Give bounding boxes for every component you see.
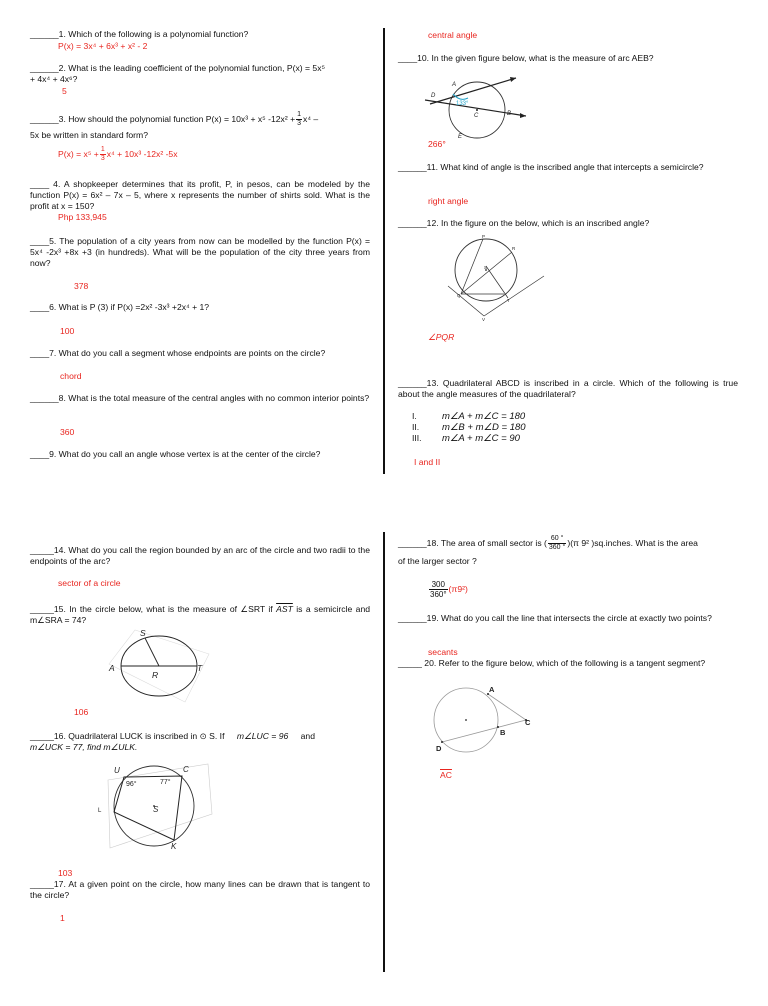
question-1: ______1. Which of the following is a polynomial function? [30,29,249,39]
answer-18-rest: (π9²) [448,583,468,594]
question-17: _____17. At a given point on the circle, how many lines can be drawn that is tangent to the circle? [30,879,370,900]
question-7: ____7. What do you call a segment whose endpoints are points on the circle? [30,348,326,358]
answer-17: 1 [60,913,65,923]
option-13-3: III. m∠A + m∠C = 90 [412,433,520,444]
question-13-options [412,411,526,444]
question-16-part1: _____16. Quadrilateral LUCK is inscribed in ⊙ S. If [30,731,225,741]
fig15-label-A: A [109,663,115,673]
fig15-label-S: S [140,628,146,638]
question-19: ______19. What do you call the line that intersects the circle at exactly two points? [398,613,712,623]
answer-4: Php 133,945 [58,212,107,222]
fig16-angle-77: 77° [160,779,171,786]
answer-2: 5 [62,86,67,96]
question-3-line1b: x⁴ – [303,113,319,124]
question-8: ______8. What is the total measure of the central angles with no common interior points? [30,393,370,403]
question-16-and: and [300,731,315,741]
question-3-line1a: ______3. How should the polynomial function P(x) = 10x³ + x⁵ -12x² + [30,113,296,124]
figure-20-circle [428,680,538,756]
fig12-label-V: V [482,317,486,322]
fig20-label-B: B [500,728,506,737]
answer-20: $\overline{AC}$ [440,770,452,780]
question-18-fraction: $\frac{60 ^\circ}{360 ^\circ}$ [548,534,566,551]
fig16-angle-96: 96° [126,781,137,788]
fig10-label-C: C [474,113,479,119]
fig10-label-D: D [431,93,436,99]
answer-5: 378 [74,281,89,291]
fraction-one-third: $\frac{1}{3}$ [297,110,302,127]
answer-15: 106 [74,707,89,717]
question-18-part1: ______18. The area of small sector is ( [398,537,547,548]
option-13-2: II. m∠B + m∠D = 180 [412,422,526,433]
fig16-label-C: C [183,765,189,774]
fig15-label-R: R [152,670,159,680]
column-divider-bottom [383,532,385,972]
fig15-label-T: T [197,663,203,673]
answer-6: 100 [60,326,75,336]
question-9: ____9. What do you call an angle whose vertex is at the center of the circle? [30,449,321,459]
answer-3 [58,143,178,165]
answer-12: ∠PQR [428,332,455,342]
question-16 [30,731,375,753]
question-15-part1: _____15. In the circle below, what is the measure of ∠SRT if [30,604,273,614]
fig20-label-A: A [489,685,495,694]
fig16-label-S: S [153,805,159,814]
fig10-label-B: B [507,111,512,117]
fig20-label-D: D [436,744,442,753]
question-3-line2: 5x be written in standard form? [30,130,148,140]
question-6: ____6. What is P (3) if P(x) =2x² -3x³ +2x⁴ + 1? [30,302,210,312]
arc-AST: $\overline{AST}$ [276,604,293,614]
fig12-label-R: R [512,246,516,251]
question-15 [30,604,370,626]
answer-14: sector of a circle [58,578,121,588]
fig16-label-K: K [171,842,177,851]
question-16-luc: m∠LUC = 96 [236,731,289,741]
question-12: ______12. In the figure on the below, which is an inscribed angle? [398,218,650,228]
fig12-label-P: P [482,234,486,239]
option-13-1: I. m∠A + m∠C = 180 [412,411,526,422]
fig16-label-U: U [114,766,120,775]
answer-3-part1: P(x) = x⁵ + [58,148,99,159]
answer-16: 103 [58,868,73,878]
question-2-line1: ______2. What is the leading coefficient of the polynomial function, P(x) = 5x⁵ [30,63,326,73]
question-3 [30,108,375,141]
fig12-label-Q: Q [457,293,461,298]
answer-8: 360 [60,427,75,437]
answer-11: right angle [428,196,469,206]
question-18-part3: of the larger sector ? [398,556,477,566]
figure-15-circle [105,624,217,704]
figure-12-circle [446,232,552,322]
fig20-label-C: C [525,718,531,727]
question-13: ______13. Quadrilateral ABCD is inscribed in a circle. Which of the following is true about the angle measures of the quadrilateral? [398,378,738,399]
answer-18-fraction: $\frac{300}{360^\circ}$ [430,579,447,599]
figure-16-circle [90,760,214,852]
column-divider-top [383,28,385,474]
question-15-part2: is a semicircle and m∠SRA = 74? [30,604,371,625]
question-4: ____ 4. A shopkeeper determines that its profit, P, in pesos, can be modeled by the function P(x) = 6x² – 7x – 5, where x represents the number of shirts sold. What is the profit at x = 150? [30,179,370,211]
fig10-label-E: E [458,134,463,140]
fig12-label-T: T [507,298,510,303]
answer-7: chord [60,371,82,381]
fig16-label-L: L [98,808,102,814]
answer-3-fraction: $\frac{1}{3}$ [100,145,105,162]
question-14: _____14. What do you call the region bounded by an arc of the circle and two radii to the endpoints of the arc? [30,545,370,566]
question-10: ____10. In the given figure below, what is the measure of arc AEB? [398,53,654,63]
answer-3-part2: x⁴ + 10x³ -12x² -5x [106,148,178,159]
question-2-line2: + 4x⁴ + 4x⁶? [30,74,78,84]
figure-10-circle [420,72,530,144]
answer-9: central angle [428,30,478,40]
question-11: ______11. What kind of angle is the inscribed angle that intercepts a semicircle? [398,162,704,172]
answer-1: P(x) = 3x⁴ + 6x³ + x² - 2 [58,41,148,51]
question-18 [398,532,743,567]
answer-18 [428,578,468,600]
fig12-label-S: S [484,265,488,270]
fig10-label-A: A [452,82,457,88]
question-18-part2: )(π 9² )sq.inches. What is the area [567,537,698,548]
question-5: ____5. The population of a city years from now can be modelled by the function P(x) = 5x⁴ -2x³ +8x +3 (in hundreds). What will be the population of the city three years from now? [30,236,370,268]
question-2 [30,63,370,85]
question-16-part2: m∠UCK = 77, find m∠ULK. [30,742,138,752]
answer-10: 266° [428,139,446,149]
answer-19: secants [428,647,458,657]
fig10-angle-label: 133° [456,101,469,107]
question-20: _____ 20. Refer to the figure below, which of the following is a tangent segment? [398,658,706,668]
answer-13: I and II [414,457,441,467]
